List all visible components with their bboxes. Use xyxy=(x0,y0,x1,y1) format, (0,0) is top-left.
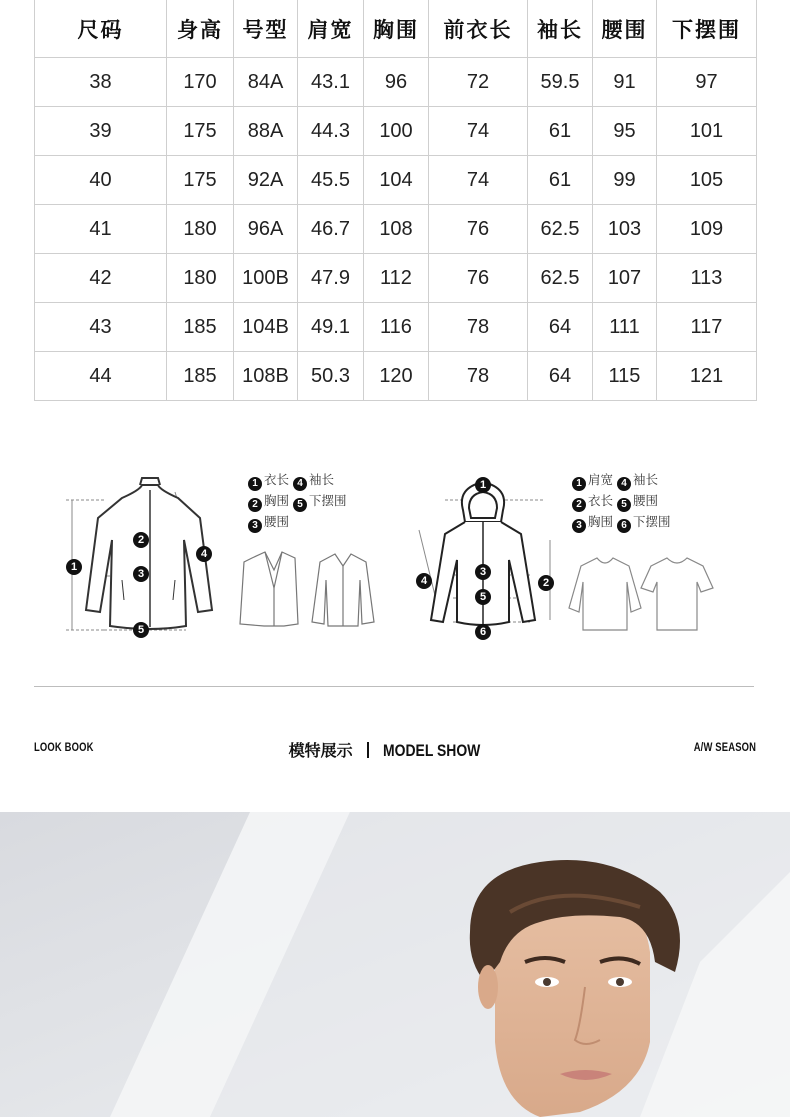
marker-2-icon: 2 xyxy=(133,532,149,548)
legend-number-icon: 3 xyxy=(572,519,586,533)
table-cell: 113 xyxy=(657,254,757,303)
legend-label: 袖长 xyxy=(633,472,659,487)
legend-label: 腰围 xyxy=(264,514,290,529)
table-cell: 41 xyxy=(35,205,167,254)
table-row xyxy=(35,254,757,303)
legend-number-icon: 5 xyxy=(293,498,307,512)
table-cell: 95 xyxy=(593,107,657,156)
hoodie-legend xyxy=(572,470,675,533)
table-cell: 43.1 xyxy=(298,58,364,107)
table-cell: 78 xyxy=(429,303,528,352)
table-row xyxy=(35,205,757,254)
table-cell: 50.3 xyxy=(298,352,364,401)
table-cell: 111 xyxy=(593,303,657,352)
legend-item xyxy=(248,470,289,491)
legend-label: 衣长 xyxy=(588,493,614,508)
table-cell: 96 xyxy=(364,58,429,107)
header-cell: 胸围 xyxy=(364,0,429,58)
table-cell: 88A xyxy=(234,107,298,156)
table-cell: 44.3 xyxy=(298,107,364,156)
table-cell: 108 xyxy=(364,205,429,254)
table-cell: 108B xyxy=(234,352,298,401)
legend-label: 胸围 xyxy=(588,514,614,529)
table-cell: 62.5 xyxy=(528,205,593,254)
hoodie-marker-6-icon: 6 xyxy=(475,624,491,640)
table-cell: 40 xyxy=(35,156,167,205)
table-cell: 107 xyxy=(593,254,657,303)
legend-item xyxy=(617,512,671,533)
table-cell: 59.5 xyxy=(528,58,593,107)
table-cell: 100 xyxy=(364,107,429,156)
legend-number-icon: 4 xyxy=(293,477,307,491)
legend-item xyxy=(572,512,613,533)
model-photo-illustration xyxy=(0,812,790,1117)
table-header-row xyxy=(35,0,757,58)
table-cell: 101 xyxy=(657,107,757,156)
table-cell: 47.9 xyxy=(298,254,364,303)
legend-item xyxy=(248,512,289,533)
legend-item xyxy=(617,491,658,512)
table-cell: 74 xyxy=(429,156,528,205)
legend-label: 袖长 xyxy=(309,472,335,487)
jacket-legend xyxy=(248,470,351,533)
legend-number-icon: 5 xyxy=(617,498,631,512)
hoodie-marker-4-icon: 4 xyxy=(416,573,432,589)
table-cell: 43 xyxy=(35,303,167,352)
legend-number-icon: 2 xyxy=(572,498,586,512)
table-cell: 109 xyxy=(657,205,757,254)
model-photo xyxy=(0,812,790,1117)
table-cell: 74 xyxy=(429,107,528,156)
marker-1-icon: 1 xyxy=(66,559,82,575)
legend-number-icon: 4 xyxy=(617,477,631,491)
table-cell: 84A xyxy=(234,58,298,107)
legend-label: 下摆围 xyxy=(309,493,347,508)
title-separator xyxy=(367,742,369,758)
table-row xyxy=(35,156,757,205)
legend-label: 下摆围 xyxy=(633,514,671,529)
legend-item xyxy=(572,491,613,512)
table-cell: 46.7 xyxy=(298,205,364,254)
table-cell: 175 xyxy=(167,107,234,156)
table-cell: 180 xyxy=(167,205,234,254)
header-cell: 尺码 xyxy=(35,0,167,58)
table-row xyxy=(35,303,757,352)
legend-item xyxy=(248,491,289,512)
table-row xyxy=(35,107,757,156)
model-show-title xyxy=(0,738,790,761)
table-cell: 38 xyxy=(35,58,167,107)
table-cell: 61 xyxy=(528,107,593,156)
table-cell: 44 xyxy=(35,352,167,401)
table-cell: 64 xyxy=(528,303,593,352)
legend-number-icon: 6 xyxy=(617,519,631,533)
legend-item xyxy=(293,491,347,512)
legend-number-icon: 1 xyxy=(248,477,262,491)
table-cell: 92A xyxy=(234,156,298,205)
table-cell: 64 xyxy=(528,352,593,401)
table-cell: 99 xyxy=(593,156,657,205)
legend-number-icon: 2 xyxy=(248,498,262,512)
marker-3-icon: 3 xyxy=(133,566,149,582)
header-cell: 前衣长 xyxy=(429,0,528,58)
header-cell: 腰围 xyxy=(593,0,657,58)
table-cell: 116 xyxy=(364,303,429,352)
table-body xyxy=(35,58,757,401)
marker-4-icon: 4 xyxy=(196,546,212,562)
table-cell: 62.5 xyxy=(528,254,593,303)
header-cell: 下摆围 xyxy=(657,0,757,58)
table-cell: 104B xyxy=(234,303,298,352)
hoodie-marker-2-icon: 2 xyxy=(538,575,554,591)
legend-item xyxy=(617,470,658,491)
legend-item xyxy=(293,470,334,491)
table-cell: 91 xyxy=(593,58,657,107)
table-cell: 97 xyxy=(657,58,757,107)
table-cell: 121 xyxy=(657,352,757,401)
legend-row xyxy=(248,491,351,512)
legend-label: 腰围 xyxy=(633,493,659,508)
table-cell: 175 xyxy=(167,156,234,205)
table-row xyxy=(35,58,757,107)
table-cell: 105 xyxy=(657,156,757,205)
legend-number-icon: 3 xyxy=(248,519,262,533)
legend-number-icon: 1 xyxy=(572,477,586,491)
legend-row xyxy=(572,491,675,512)
look-book-label: LOOK BOOK xyxy=(34,742,94,754)
hoodie-marker-3-icon: 3 xyxy=(475,564,491,580)
table-cell: 170 xyxy=(167,58,234,107)
legend-row xyxy=(572,512,675,533)
model-show-cn: 模特展示 xyxy=(288,741,353,760)
legend-label: 肩宽 xyxy=(588,472,614,487)
header-cell: 肩宽 xyxy=(298,0,364,58)
legend-label: 衣长 xyxy=(264,472,290,487)
table-cell: 72 xyxy=(429,58,528,107)
table-row xyxy=(35,352,757,401)
table-cell: 180 xyxy=(167,254,234,303)
table-cell: 117 xyxy=(657,303,757,352)
table-cell: 78 xyxy=(429,352,528,401)
header-cell: 身高 xyxy=(167,0,234,58)
legend-row xyxy=(572,470,675,491)
marker-5-icon: 5 xyxy=(133,622,149,638)
table-cell: 76 xyxy=(429,254,528,303)
table-cell: 115 xyxy=(593,352,657,401)
header-cell: 号型 xyxy=(234,0,298,58)
legend-row xyxy=(248,512,351,533)
hoodie-marker-1-icon: 1 xyxy=(475,477,491,493)
legend-item xyxy=(572,470,613,491)
table-cell: 96A xyxy=(234,205,298,254)
table-cell: 39 xyxy=(35,107,167,156)
model-show-en: MODEL SHOW xyxy=(382,741,480,760)
section-divider xyxy=(34,686,754,687)
table-cell: 185 xyxy=(167,352,234,401)
table-cell: 103 xyxy=(593,205,657,254)
table-cell: 120 xyxy=(364,352,429,401)
table-cell: 76 xyxy=(429,205,528,254)
legend-label: 胸围 xyxy=(264,493,290,508)
table-cell: 61 xyxy=(528,156,593,205)
legend-row xyxy=(248,470,351,491)
table-cell: 42 xyxy=(35,254,167,303)
hoodie-measurement-diagram xyxy=(405,470,725,650)
size-chart-table xyxy=(34,0,757,401)
table-cell: 100B xyxy=(234,254,298,303)
table-cell: 112 xyxy=(364,254,429,303)
header-cell: 袖长 xyxy=(528,0,593,58)
hoodie-marker-5-icon: 5 xyxy=(475,589,491,605)
table-cell: 104 xyxy=(364,156,429,205)
table-cell: 49.1 xyxy=(298,303,364,352)
table-cell: 45.5 xyxy=(298,156,364,205)
table-cell: 185 xyxy=(167,303,234,352)
season-label: A/W SEASON xyxy=(693,742,756,754)
